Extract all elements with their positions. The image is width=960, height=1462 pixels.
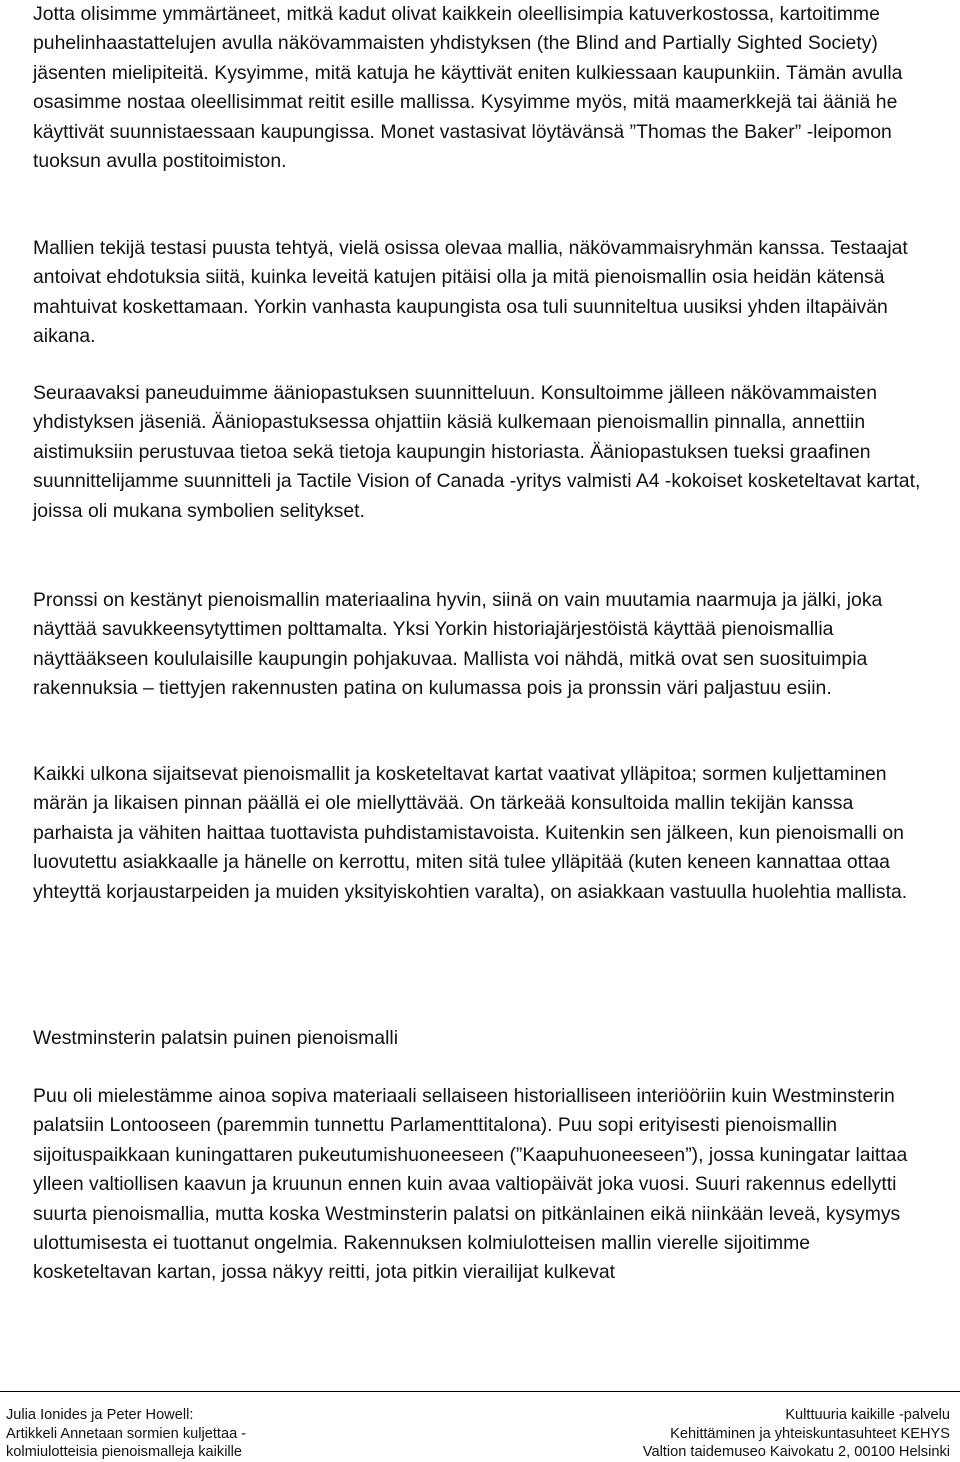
footer-department-line: Kehittäminen ja yhteiskuntasuhteet KEHYS [670,1425,950,1442]
paragraph-6: Puu oli mielestämme ainoa sopiva materiaali sellaiseen historialliseen interiööriin kuin Westminsterin palatsiin Lontooseen (paremmin tunnettu Parlamenttitalona). Puu sopi erityisesti pienoismallin sijoituspaikkaan kuningattaren pukeutumishuoneeseen (”Kaapuhuoneeseen”), jossa kuningatar laittaa ylleen valtiollisen kaavun ja kruunun ennen kuin avaa valtiopäivät joka vuosi. Suuri rakennus edellytti suurta pienoismallia, mutta koska Westminsterin palatsi on pitkänlainen eikä niinkään leveä, kysymys ulottumisesta ei tuottanut ongelmia. Rakennuksen kolmiulotteisen mallin vierelle sijoitimme kosketeltavan kartan, jossa näkyy reitti, jota pitkin vierailijat kulkevat [33,1085,908,1284]
footer-service-line: Kulttuuria kaikille -palvelu [785,1407,950,1423]
footer-article-subtitle-line: kolmiulotteisia pienoismalleja kaikille [6,1444,243,1461]
footer-author-block [6,1406,246,1462]
footer-divider [0,1391,960,1392]
paragraph-1: Jotta olisimme ymmärtäneet, mitkä kadut olivat kaikkein oleellisimpia katuverkostossa, kartoitimme puhelinhaastattelujen avulla näkövammaisten yhdistyksen (the Blind and Partially Sighted Society) jäsenten mielipiteitä. Kysyimme, mitä katuja he käyttivät eniten kulkiessaan kaupunkiin. Tämän avulla osasimme nostaa oleellisimmat reitit esille mallissa. Kysyimme myös, mitä maamerkkejä tai ääniä he käyttivät suunnistaessaan kaupungissa. Monet vastasivat löytävänsä ”Thomas the Baker” -leipomon tuoksun avulla postitoimiston. [33,3,903,173]
page-footer [0,1400,960,1461]
footer-organization-block [643,1406,950,1462]
footer-author-line: Julia Ionides ja Peter Howell: [6,1407,194,1423]
footer-article-line: Artikkeli Annetaan sormien kuljettaa - [6,1425,247,1442]
paragraph-4: Pronssi on kestänyt pienoismallin materiaalina hyvin, siinä on vain muutamia naarmuja ja jälki, joka näyttää savukkeensytyttimen polttamalta. Yksi Yorkin historiajärjestöistä käyttää pienoismallia näyttääkseen koululaisille kaupungin pohjakuvaa. Mallista voi nähdä, mitkä ovat sen suosituimpia rakennuksia – tiettyjen rakennusten patina on kulumassa pois ja pronssin väri paljastuu esiin. [33,589,883,700]
paragraph-5: Kaikki ulkona sijaitsevat pienoismallit ja kosketeltavat kartat vaativat ylläpitoa; sormen kuljettaminen märän ja likaisen pinnan päällä ei ole miellyttävää. On tärkeää konsultoida mallin tekijän kanssa parhaista ja vähiten haittaa tuottavista puhdistamistavoista. Kuitenkin sen jälkeen, kun pienoismalli on luovutettu asiakkaalle ja hänelle on kerrottu, miten sitä tulee ylläpitää (kuten keneen kannattaa ottaa yhteyttä korjaustarpeiden ja muiden yksityiskohtien varalta), on asiakkaan vastuulla huolehtia mallista. [33,763,908,903]
paragraph-2: Mallien tekijä testasi puusta tehtyä, vielä osissa olevaa mallia, näkövammaisryhmän kanssa. Testaajat antoivat ehdotuksia siitä, kuinka leveitä katujen pitäisi olla ja mitä pienoismallin osia heidän kätensä mahtuivat koskettamaan. Yorkin vanhasta kaupungista osa tuli suunniteltua uusiksi yhden iltapäivän aikana. [33,237,908,348]
footer-address-line: Valtion taidemuseo Kaivokatu 2, 00100 Helsinki [642,1444,950,1461]
section-heading: Westminsterin palatsin puinen pienoismalli [33,1027,399,1049]
paragraph-3: Seuraavaksi paneuduimme ääniopastuksen suunnitteluun. Konsultoimme jälleen näkövammaisten yhdistyksen jäseniä. Ääniopastuksessa ohjattiin käsiä kulkemaan pienoismallin pinnalla, annettiin aistimuksiin perustuvaa tietoa sekä tietoja kaupungin historiasta. Ääniopastuksen tueksi graafinen suunnittelijamme suunnitteli ja Tactile Vision of Canada -yritys valmisti A4 -kokoiset kosketeltavat kartat, joissa oli mukana symbolien selitykset. [33,382,921,522]
